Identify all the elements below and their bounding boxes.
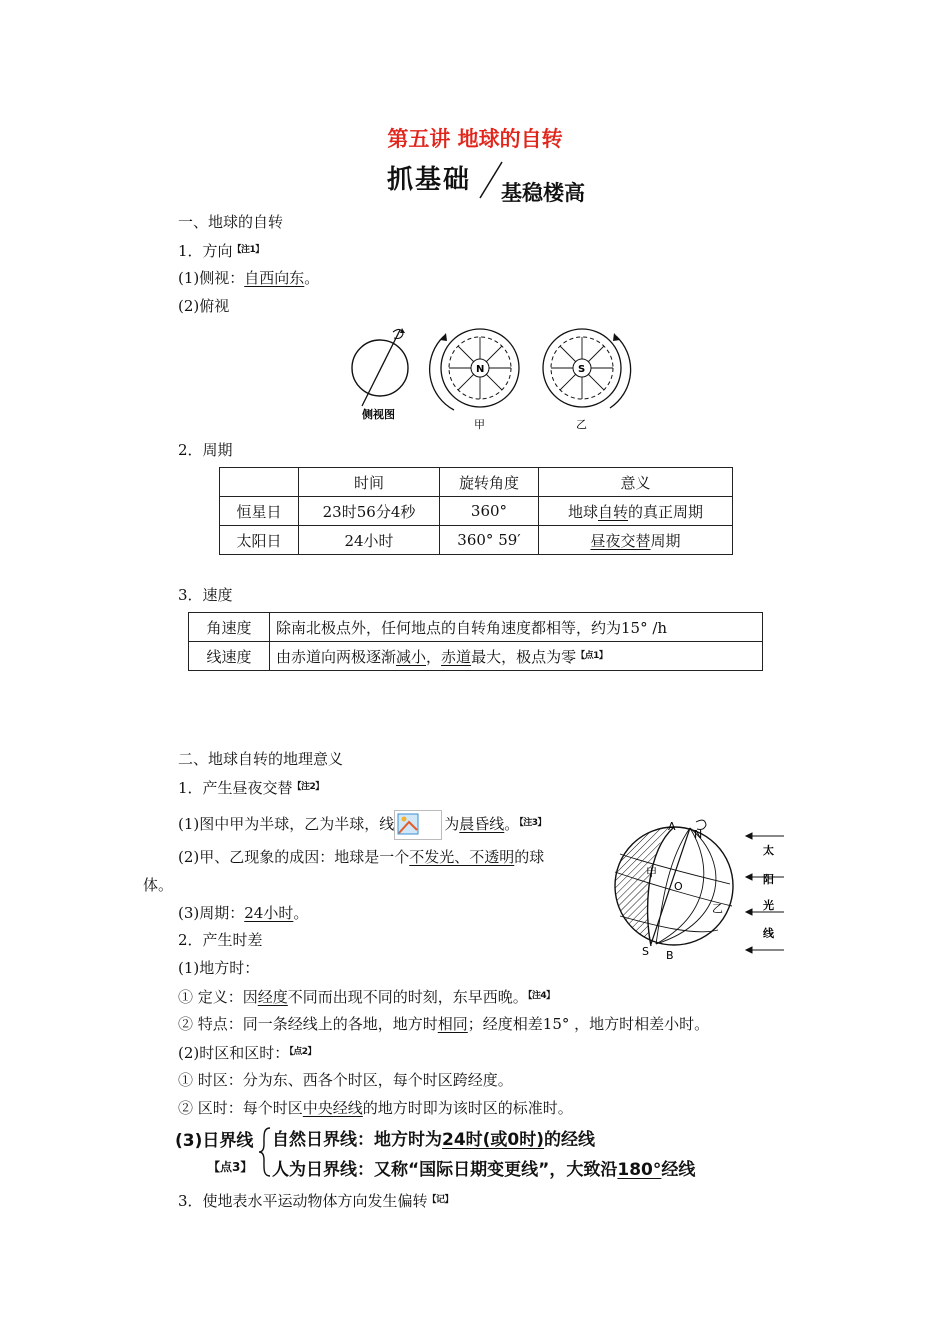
period-label: 2．周期	[178, 441, 233, 459]
svg-text:侧视图: 侧视图	[362, 408, 395, 421]
top-view-line: (2)俯视	[178, 297, 230, 315]
daynight-line2-cont: 体。	[143, 876, 174, 894]
rotation-figure	[340, 318, 640, 436]
time-zone-label: (2)时区和区时：$^{【点2】}$	[178, 1044, 317, 1062]
dateline-label: (3)日界线	[175, 1131, 254, 1151]
south-view-globe	[543, 329, 631, 431]
table-row: 恒星日 23时56分4秒 360° 地球自转的真正周期	[220, 497, 733, 526]
svg-text:线: 线	[763, 927, 774, 940]
table-row: 线速度 由赤道向两极逐渐减小，赤道最大，极点为零$^{【点1】}$	[189, 642, 763, 671]
svg-text:甲: 甲	[474, 418, 485, 431]
banner-right: 基稳楼高	[501, 181, 585, 205]
artificial-dateline: 人为日界线：又称“国际日期变更线”，大致沿180°经线	[272, 1160, 696, 1180]
brace-icon	[258, 1126, 272, 1178]
time-zone-line2: ② 区时：每个时区中央经线的地方时即为该时区的标准时。	[178, 1099, 573, 1117]
svg-text:甲: 甲	[646, 866, 657, 879]
side-view-line: (1)侧视：自西向东。	[178, 269, 320, 287]
svg-text:光: 光	[763, 899, 774, 912]
svg-text:O: O	[674, 880, 683, 893]
speed-label: 3．速度	[178, 586, 233, 604]
broken-image-icon	[394, 810, 442, 840]
speed-table	[188, 612, 763, 671]
svg-text:S: S	[642, 945, 649, 958]
time-zone-line1: ① 时区：分为东、西各个时区，每个时区跨经度。	[178, 1071, 513, 1089]
daynight-figure	[606, 812, 792, 962]
north-view-globe	[430, 329, 519, 431]
local-time-label: (1)地方时：	[178, 959, 260, 977]
period-table	[219, 467, 733, 555]
svg-text:A: A	[668, 820, 676, 833]
svg-text:B: B	[666, 949, 674, 962]
svg-text:太: 太	[763, 844, 774, 857]
banner-left: 抓基础	[387, 165, 472, 195]
local-time-def: ① 定义：因经度不同而出现不同的时刻，东早西晚。$^{【注4】}$	[178, 988, 555, 1006]
table-header-row: 时间 旋转角度 意义	[220, 468, 733, 497]
deflection-label: 3．使地表水平运动物体方向发生偏转$^{【记】}$	[178, 1192, 454, 1210]
timediff-label: 2．产生时差	[178, 931, 263, 949]
svg-text:阳: 阳	[763, 873, 774, 886]
direction-label: 1．方向$^{【注1】}$	[178, 242, 264, 260]
svg-text:乙: 乙	[576, 418, 587, 431]
table-row: 太阳日 24小时 360° 59′ 昼夜交替周期	[220, 526, 733, 555]
natural-dateline: 自然日界线：地方时为24时(或0时)的经线	[272, 1130, 596, 1150]
svg-text:S: S	[578, 364, 586, 375]
svg-text:乙: 乙	[712, 902, 723, 915]
daynight-line3: (3)周期：24小时。	[178, 904, 309, 922]
svg-text:N: N	[476, 364, 485, 375]
daynight-line1: (1)图中甲为半球，乙为半球，线 为晨昏线。$^{【注3】}$	[178, 808, 546, 840]
dateline-note: 【点3】	[208, 1160, 253, 1174]
daynight-line2: (2)甲、乙现象的成因：地球是一个不发光、不透明的球	[178, 848, 545, 866]
page-title: 第五讲 地球的自转	[387, 127, 563, 151]
local-time-feature: ② 特点：同一条经线上的各地，地方时相同；经度相差15° ，地方时相差小时。	[178, 1015, 710, 1033]
side-view-globe	[352, 328, 408, 421]
svg-text:N: N	[694, 828, 703, 841]
daynight-label: 1．产生昼夜交替$^{【注2】}$	[178, 779, 324, 797]
table-row: 角速度 除南北极点外，任何地点的自转角速度都相等，约为15° /h	[189, 613, 763, 642]
section2-heading: 二、地球自转的地理意义	[178, 750, 344, 768]
section1-heading: 一、地球的自转	[178, 213, 284, 231]
